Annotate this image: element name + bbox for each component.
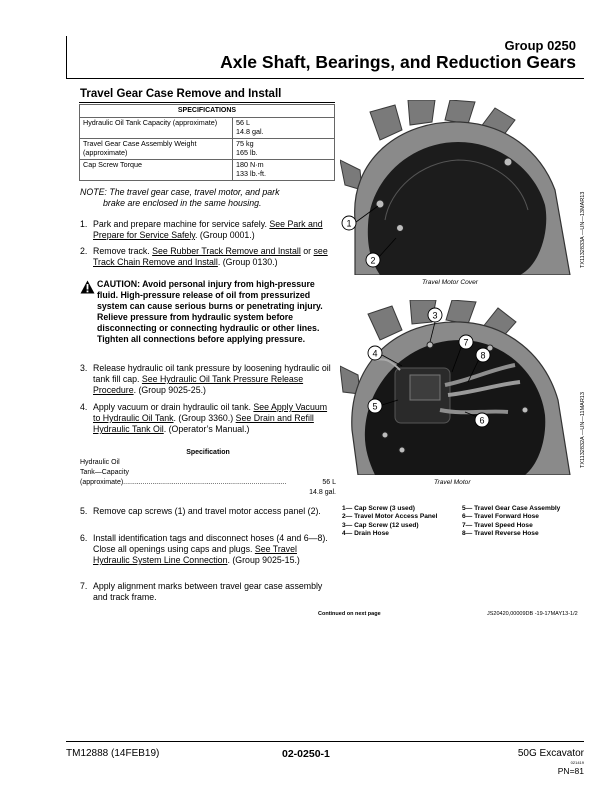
spec-value: 75 kg 165 lb. <box>233 138 335 159</box>
manual-number: TM12888 (14FEB19) <box>66 748 160 759</box>
figure1-caption: Travel Motor Cover <box>422 279 478 286</box>
svg-text:5: 5 <box>372 401 378 412</box>
link-line-connection[interactable]: See Travel Hydraulic System Line Connection <box>93 544 297 565</box>
callout-7 <box>459 335 473 349</box>
step-7: 7. Apply alignment marks between travel gear case assembly and track frame. <box>80 581 323 602</box>
callout-4 <box>368 346 382 360</box>
link-rubber-track[interactable]: See Rubber Track Remove and Install <box>152 246 301 256</box>
step-2: 2. Remove track. See Rubber Track Remove and Install or see Track Chain Remove and Install. (Group 0130.) <box>80 246 328 267</box>
svg-text:6: 6 <box>479 415 485 426</box>
header-rule <box>66 78 584 79</box>
table-row <box>80 159 335 180</box>
spec-label: Hydraulic Oil Tank Capacity (approximate) <box>80 117 233 138</box>
spec-value: 180 N·m 133 lb.-ft. <box>233 159 335 180</box>
callout-3 <box>428 308 442 322</box>
legend-item: 1— Cap Screw (3 used) <box>342 505 415 512</box>
model-name: 50G Excavator <box>517 748 584 759</box>
legend-right <box>462 505 560 539</box>
callout-6 <box>475 413 489 427</box>
warning-icon <box>80 280 95 294</box>
link-park-prepare[interactable]: See Park and Prepare for Service Safely <box>93 219 323 240</box>
link-drain-refill[interactable]: See Drain and Refill Hydraulic Tank Oil <box>93 413 314 434</box>
step-1: 1. Park and prepare machine for service safely. See Park and Prepare for Service Safely. (Group 0001.) <box>80 219 323 240</box>
callout-5 <box>368 399 382 413</box>
figure1-code: TX1132833A —UN—13MAR13 <box>580 191 586 268</box>
group-label: Group 0250 <box>504 38 576 53</box>
step-5: 5. Remove cap screws (1) and travel motor access panel (2). <box>80 506 321 516</box>
note: NOTE: The travel gear case, travel motor, and park brake are enclosed in the same housing. <box>80 187 280 208</box>
svg-text:3: 3 <box>432 310 438 321</box>
document-code: JS20420,00009DB -19-17MAY13-1/2 <box>487 611 578 617</box>
spec-value: 56 L 14.8 gal. <box>233 117 335 138</box>
footer-rule <box>66 741 584 742</box>
callout-1-label: 1 <box>346 218 352 229</box>
legend-item: 7— Travel Speed Hose <box>462 521 533 529</box>
svg-text:8: 8 <box>480 350 486 361</box>
travel-motor-photo <box>340 300 580 475</box>
travel-motor-cover-photo <box>340 100 580 275</box>
table-row <box>80 117 335 138</box>
pn-number: PN=81 <box>557 766 584 776</box>
link-apply-vacuum[interactable]: See Apply Vacuum to Hydraulic Oil Tank <box>93 402 328 423</box>
legend-left <box>342 505 437 539</box>
section-title: Travel Gear Case Remove and Install <box>80 88 282 100</box>
svg-text:7: 7 <box>463 337 469 348</box>
caution-block: CAUTION: Avoid personal injury from high-pressure fluid. High-pressure release of oil from pressurized system can cause serious burns or penetrating injury. Relieve pressure from hydraulic system before disconnecting or connecting hydraulic or other lines. Tighten all connections before applying pressure. <box>80 279 336 345</box>
spec-label: Travel Gear Case Assembly Weight (approximate) <box>80 138 233 159</box>
header-divider <box>66 36 67 78</box>
step-3: 3. Release hydraulic oil tank pressure by loosening hydraulic oil tank fill cap. See Hydraulic Oil Tank Pressure Release Procedure. (Group 9025-25.) <box>80 363 331 395</box>
link-pressure-release[interactable]: See Hydraulic Oil Tank Pressure Release Procedure <box>93 374 304 395</box>
specifications-table <box>79 104 335 181</box>
page-title: Axle Shaft, Bearings, and Reduction Gears <box>220 52 576 72</box>
legend-item: 4— Drain Hose <box>342 530 389 538</box>
figure2-caption: Travel Motor <box>434 479 471 486</box>
legend-item: 3— Cap Screw (12 used) <box>342 521 419 529</box>
step-6: 6. Install identification tags and disconnect hoses (4 and 6—8). Close all openings using caps and plugs. See Travel Hydraulic System Line Connection. (Group 9025-15.) <box>80 533 328 565</box>
legend-item: 6— Travel Forward Hose <box>462 513 539 521</box>
spec-table-heading: SPECIFICATIONS <box>80 105 335 118</box>
section-rule <box>79 102 335 103</box>
spec-label: Cap Screw Torque <box>80 159 233 180</box>
callout-8 <box>476 348 490 362</box>
continued-note: Continued on next page <box>318 611 381 617</box>
legend-item: 2— Travel Motor Access Panel <box>342 513 438 521</box>
svg-text:4: 4 <box>372 348 378 359</box>
figure2-code: TX1132832A —UN—11MAR13 <box>580 392 586 468</box>
legend-item: 8— Travel Reverse Hose <box>462 530 539 538</box>
capacity-specification: Specification Hydraulic Oil Tank—Capacity (approximate).................................................................................... 56 L 14.8 gal. <box>80 449 336 496</box>
page-number: 02-0250-1 <box>282 748 330 760</box>
callout-2-label: 2 <box>370 255 376 266</box>
step-4: 4. Apply vacuum or drain hydraulic oil tank. See Apply Vacuum to Hydraulic Oil Tank. (Group 3360.) See Drain and Refill Hydraulic Tank Oil. (Operator’s Manual.) <box>80 402 328 434</box>
table-row <box>80 138 335 159</box>
legend-item: 5— Travel Gear Case Assembly <box>462 505 561 512</box>
footer-date-code: 021419 <box>570 760 584 765</box>
link-track-chain[interactable]: see Track Chain Remove and Install <box>93 246 328 267</box>
